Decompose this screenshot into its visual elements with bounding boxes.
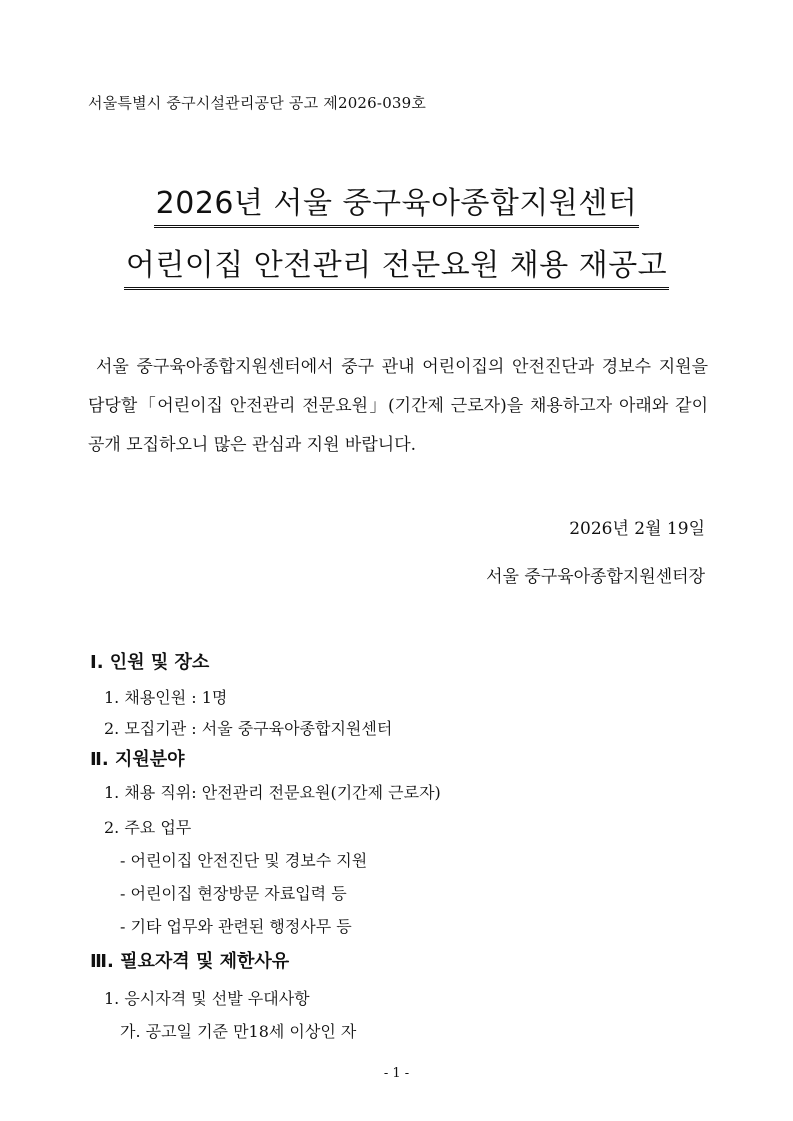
section-heading-1: Ⅰ. 인원 및 장소 [90,652,210,673]
issuer-name: 서울 중구육아종합지원센터장 [486,567,705,587]
list-item: 1. 응시자격 및 선발 우대사항 [104,989,310,1008]
duty-item: - 기타 업무와 관련된 행정사무 등 [120,917,352,936]
list-item: 1. 채용 직위: 안전관리 전문요원(기간제 근로자) [104,783,441,802]
list-item: 2. 모집기관 : 서울 중구육아종합지원센터 [104,719,393,738]
section-heading-2: Ⅱ. 지원분야 [90,749,185,770]
document-title-line-2 [0,240,793,290]
duty-item: - 어린이집 안전진단 및 경보수 지원 [120,851,368,870]
notice-number: 서울특별시 중구시설관리공단 공고 제2026-039호 [88,94,427,112]
title-text-1: 2026년 서울 중구육아종합지원센터 [154,178,640,228]
list-item: 2. 주요 업무 [104,818,192,837]
document-title-line-1 [0,178,793,228]
sub-list-item: 가. 공고일 기준 만18세 이상인 자 [120,1022,357,1041]
section-heading-3: Ⅲ. 필요자격 및 제한사유 [90,951,290,972]
announcement-date: 2026년 2월 19일 [569,519,705,539]
intro-paragraph: 서울 중구육아종합지원센터에서 중구 관내 어린이집의 안전진단과 경보수 지원을 담당할「어린이집 안전관리 전문요원」(기간제 근로자)을 채용하고자 아래와 같이 공개 모집하오니 많은 관심과 지원 바랍니다. [88,357,708,455]
duty-item: - 어린이집 현장방문 자료입력 등 [120,884,347,903]
list-item: 1. 채용인원 : 1명 [104,688,228,707]
title-text-2: 어린이집 안전관리 전문요원 채용 재공고 [124,240,669,290]
page-number: - 1 - [383,1066,410,1081]
